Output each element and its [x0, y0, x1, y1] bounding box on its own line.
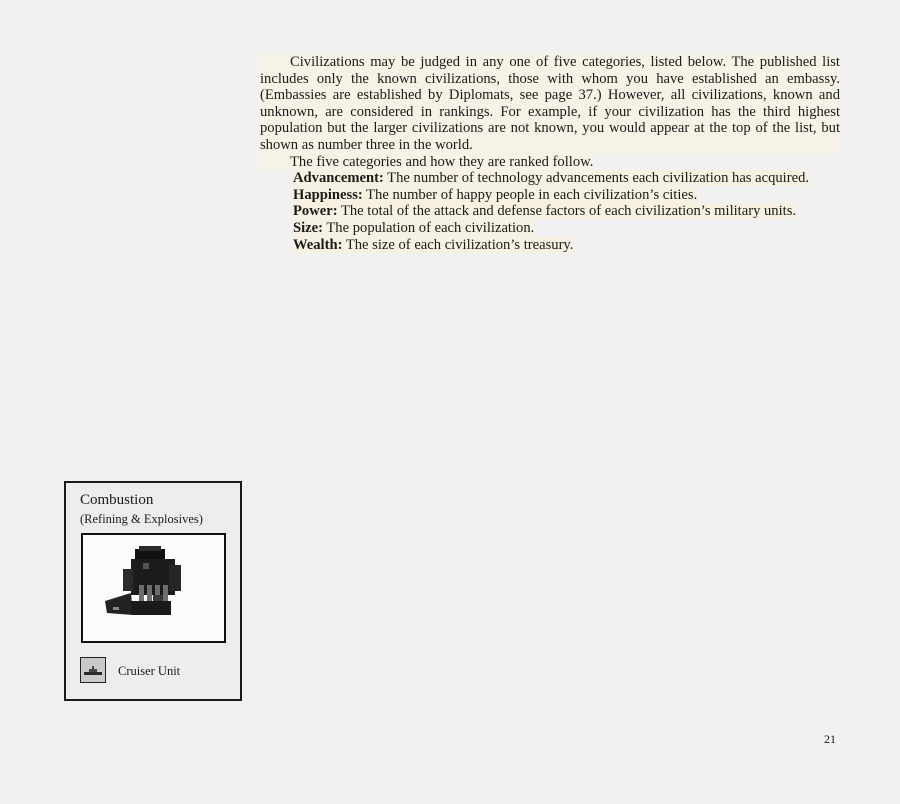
category-term: Power: [293, 203, 338, 220]
category-term: Size: [293, 219, 323, 236]
categories-lead: The five categories and how they are ranked follow. [260, 154, 593, 171]
category-desc: The total of the attack and defense factors of each civilization’s military units. [337, 203, 797, 220]
sidebar-title: Combustion [80, 492, 154, 508]
intro-paragraph: Civilizations may be judged in any one of five categories, listed below. The published list includes only the known civilizations, those with whom you have established an embassy. (Embassies are established by Diplomats, see page 37.) However, all civilizations, known and unknown, are considered in rankings. For example, if your civilization has the third highest population but the larger civilizations are not known, you would appear at the top of the list, but shown as number three in the world. [260, 54, 840, 153]
category-term: Wealth: [293, 236, 343, 253]
category-desc: The size of each civilization’s treasury. [342, 236, 574, 253]
category-advancement [260, 170, 840, 187]
category-desc: The number of technology advancements each civilization has acquired. [383, 170, 810, 187]
category-power [260, 203, 840, 220]
category-wealth [260, 237, 840, 254]
category-desc: The population of each civilization. [323, 219, 535, 236]
category-desc: The number of happy people in each civilization’s cities. [362, 186, 698, 203]
advance-sidebar [64, 481, 242, 701]
category-term: Happiness: [293, 186, 363, 203]
category-happiness [260, 187, 840, 204]
category-size [260, 220, 840, 237]
unit-row [80, 657, 230, 687]
unit-label: Cruiser Unit [118, 664, 181, 678]
engine-icon [83, 535, 224, 641]
page-number: 21 [824, 732, 836, 746]
main-text [260, 54, 840, 253]
advance-image [81, 533, 226, 643]
cruiser-icon [80, 657, 106, 683]
category-term: Advancement: [293, 170, 384, 187]
sidebar-subtitle: (Refining & Explosives) [80, 512, 203, 526]
